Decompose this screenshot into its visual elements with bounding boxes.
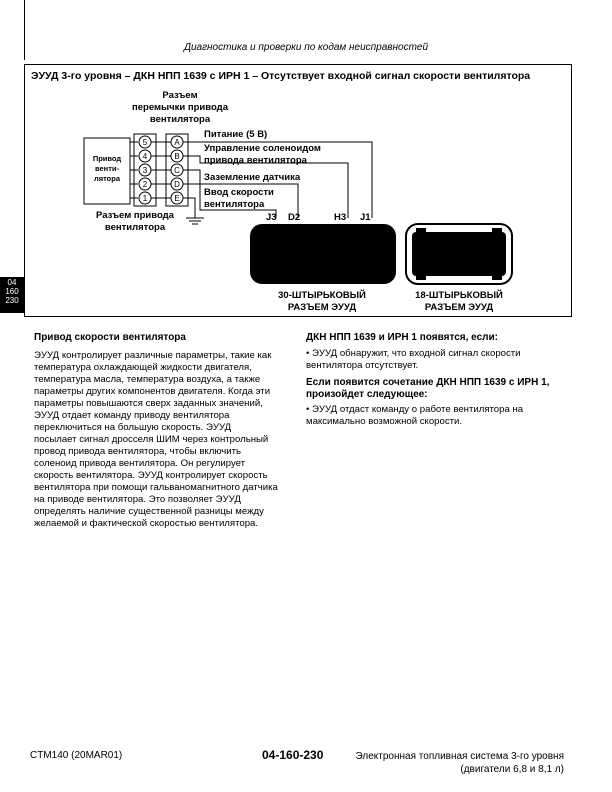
pin-letters [171, 136, 183, 206]
wire-label-solenoid-line2: привода вентилятора [204, 155, 307, 166]
left-body-line: скорость вентилятора. ЭУУД контролирует скорость [34, 470, 268, 481]
jumper-connector-label-line1: Разъем [162, 90, 198, 101]
right-heading-2 [306, 377, 549, 401]
connector-18-label-line1: 18-ШТЫРЬКОВЫЙ [415, 290, 503, 301]
pin-letter-c: C [174, 166, 180, 175]
footer-title [340, 750, 564, 776]
footer-title-line1: Электронная топливная система 3-го уровня [355, 751, 564, 762]
side-tab-line2: 160 [5, 287, 19, 296]
connector-18-label-line2: РАЗЪЕМ ЭУУД [424, 302, 494, 313]
right-bullet-1-line2: вентилятора отсутствует. [306, 360, 419, 371]
ecu-pin-j1: J1 [360, 212, 371, 223]
ecu-pin-d2: D2 [288, 212, 301, 223]
connector-18-label [400, 290, 518, 314]
wire-label-solenoid [204, 143, 321, 167]
footer-doc-id: CTM140 (20MAR01) [30, 750, 123, 761]
left-body-line: температура масла, температура воздуха, а также [34, 374, 261, 385]
left-body-line: переключиться на большую скорость. ЭУУД [34, 422, 232, 433]
actuator-connector-label [80, 210, 190, 234]
right-heading-1: ДКН НПП 1639 и ИРН 1 появятся, если: [306, 332, 498, 343]
jumper-connector-label [110, 90, 250, 126]
ecu-pin-h3: H3 [334, 212, 347, 223]
pin-number-2: 2 [142, 180, 148, 189]
connector-30-label [262, 290, 382, 314]
pin-letter-a: A [174, 138, 180, 147]
actuator-box-label-line2: венти- [95, 164, 119, 173]
pin-number-4: 4 [142, 152, 148, 161]
connector-30-label-line2: РАЗЪЕМ ЭУУД [287, 302, 357, 313]
right-bullet-2: • ЭУУД отдаст команду о работе вентилятора на максимально возможной скорости. [306, 404, 524, 427]
actuator-connector-label-line1: Разъем привода [96, 210, 174, 221]
left-body-line: ЭУУД отдает команду приводу вентилятора [34, 410, 230, 421]
wire-label-ground: Заземление датчика [204, 172, 301, 183]
left-body-line: параметры повышаются сверх заданных значений, [34, 398, 263, 409]
connector-30-label-line1: 30-ШТЫРЬКОВЫЙ [278, 290, 366, 301]
wire-label-power: Питание (5 В) [204, 129, 268, 140]
left-body-line: температура охлаждающей жидкости двигателя, [34, 362, 252, 373]
wire-label-speed [204, 187, 274, 211]
actuator-connector-label-line2: вентилятора [104, 222, 166, 233]
pin-letter-d: D [174, 180, 180, 189]
pin-number-1: 1 [142, 194, 148, 203]
section-side-tab [0, 277, 24, 313]
wire-label-solenoid-line1: Управление соленоидом [204, 143, 321, 154]
pin-letter-b: B [174, 152, 180, 161]
left-body [34, 350, 294, 530]
side-tab-line1: 04 [7, 278, 17, 287]
actuator-box-label-line3: лятора [93, 174, 121, 183]
right-bullet-2-line1: ЭУУД отдаст команду о работе вентилятора на [312, 404, 524, 415]
right-heading-2-line2: произойдет следующее: [306, 389, 428, 400]
right-bullet-1: • ЭУУД обнаружит, что входной сигнал скорости вентилятора отсутствует. [306, 348, 521, 371]
diagram-title: ЭУУД 3-го уровня – ДКН НПП 1639 с ИРН 1 – Отсутствует входной сигнал скорости вентилятора [31, 70, 531, 82]
actuator-box-label-line1: Привод [92, 154, 122, 163]
left-body-line: ЭУУД контролирует различные параметры, такие как [34, 350, 272, 361]
left-body-line: на приводе вентилятора. Это позволяет ЭУУД [34, 494, 241, 505]
actuator-box-label [84, 154, 130, 184]
side-tab-line3: 230 [5, 296, 19, 305]
wire-label-speed-line1: Ввод скорости [204, 187, 274, 198]
left-body-line: провод привода вентилятора, чтобы включить [34, 446, 242, 457]
ecu-connector-30 [250, 224, 396, 284]
pin-numbers [139, 136, 151, 206]
footer-page-number: 04-160-230 [262, 748, 324, 762]
pin-number-3: 3 [142, 166, 148, 175]
left-body-line: посылает сигнал дросселя ШИМ через контрольный [34, 434, 269, 445]
wire-label-speed-line2: вентилятора [204, 199, 265, 210]
left-heading: Привод скорости вентилятора [34, 332, 186, 343]
jumper-connector-label-line2: перемычки привода [132, 102, 228, 113]
left-body-line: желаемой и фактической скоростью вентилятора. [34, 518, 259, 529]
jumper-connector-label-line3: вентилятора [149, 114, 211, 125]
right-bullet-2-line2: максимально возможной скорости. [306, 416, 463, 427]
pin-letter-e: E [174, 194, 180, 203]
right-bullet-1-line1: ЭУУД обнаружит, что входной сигнал скорости [312, 348, 521, 359]
footer-title-line2: (двигатели 6,8 и 8,1 л) [460, 764, 564, 775]
ecu-pin-j3: J3 [266, 212, 277, 223]
left-body-line: параметры других компонентов двигателя. Когда эти [34, 386, 271, 397]
page-header-title: Диагностика и проверки по кодам неисправностей [183, 42, 429, 53]
right-heading-2-line1: Если появится сочетание ДКН НПП 1639 с ИРН 1, [306, 377, 550, 388]
pin-number-5: 5 [142, 138, 148, 147]
left-body-line: соленоид привода вентилятора. Он регулирует [34, 458, 246, 469]
left-body-line: вентилятора при помощи гальваномагнитного датчика [34, 482, 278, 493]
left-body-line: определять наличие существенной разницы между [34, 506, 264, 517]
